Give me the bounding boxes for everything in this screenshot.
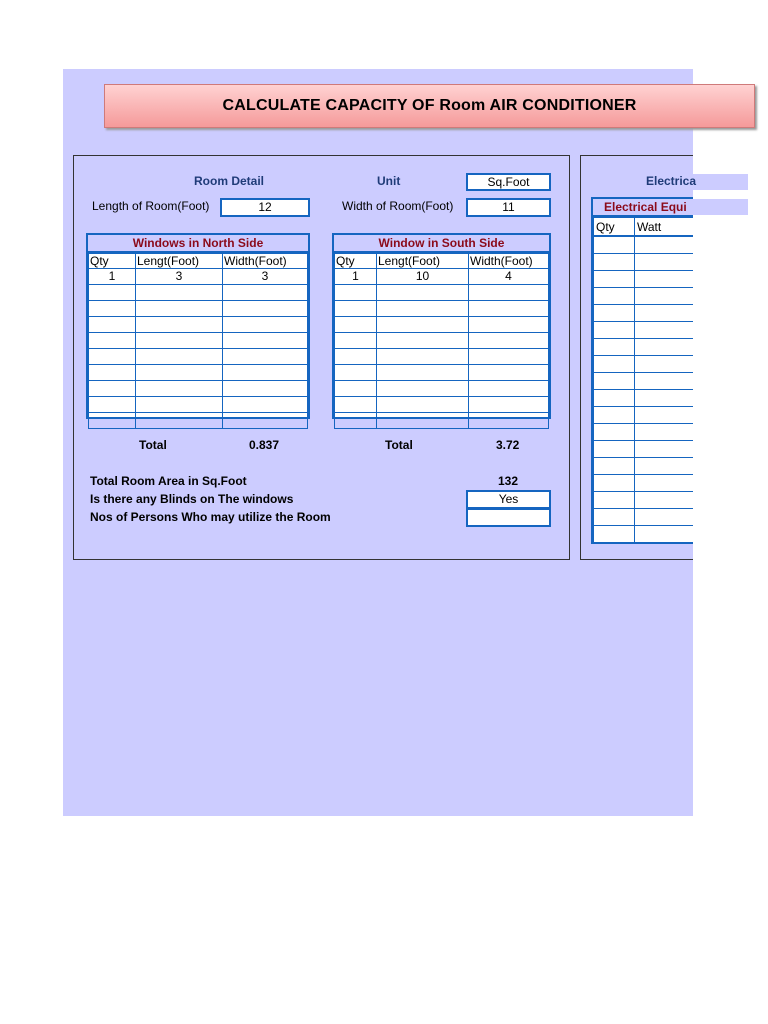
column-header: Watt bbox=[635, 218, 694, 236]
table-cell[interactable]: 3 bbox=[223, 269, 308, 285]
table-cell[interactable] bbox=[635, 475, 694, 492]
table-cell[interactable]: 10 bbox=[377, 269, 469, 285]
table-cell[interactable] bbox=[136, 397, 223, 413]
south-windows-table bbox=[332, 233, 551, 419]
table-cell[interactable] bbox=[635, 305, 694, 322]
persons-label: Nos of Persons Who may utilize the Room bbox=[90, 510, 331, 524]
table-row bbox=[335, 365, 549, 381]
electrical-grid bbox=[593, 217, 693, 236]
table-cell[interactable] bbox=[635, 526, 694, 543]
table-row bbox=[335, 317, 549, 333]
table-row bbox=[594, 322, 694, 339]
table-cell[interactable] bbox=[469, 365, 549, 381]
table-cell[interactable] bbox=[469, 413, 549, 429]
table-cell[interactable] bbox=[594, 356, 635, 373]
table-cell[interactable] bbox=[377, 333, 469, 349]
table-row bbox=[594, 390, 694, 407]
column-header: Qty bbox=[89, 254, 136, 269]
table-cell[interactable] bbox=[594, 254, 635, 271]
table-cell[interactable] bbox=[469, 317, 549, 333]
table-row bbox=[594, 458, 694, 475]
table-cell[interactable] bbox=[594, 407, 635, 424]
table-cell[interactable] bbox=[335, 413, 377, 429]
column-header: Width(Foot) bbox=[469, 254, 549, 269]
table-cell[interactable]: 3 bbox=[136, 269, 223, 285]
table-row bbox=[335, 333, 549, 349]
electrical-rows bbox=[593, 236, 693, 543]
table-cell[interactable] bbox=[469, 333, 549, 349]
length-label: Length of Room(Foot) bbox=[92, 199, 210, 213]
table-cell[interactable] bbox=[469, 349, 549, 365]
table-cell[interactable] bbox=[136, 381, 223, 397]
table-row bbox=[335, 381, 549, 397]
table-cell[interactable] bbox=[635, 407, 694, 424]
table-cell[interactable] bbox=[594, 237, 635, 254]
table-cell[interactable] bbox=[594, 322, 635, 339]
table-row bbox=[335, 285, 549, 301]
table-cell[interactable] bbox=[335, 301, 377, 317]
table-cell[interactable] bbox=[136, 301, 223, 317]
table-cell[interactable] bbox=[377, 381, 469, 397]
electrical-table-title: Electrical Equi bbox=[593, 199, 693, 217]
table-cell[interactable] bbox=[89, 285, 136, 301]
south-total-value: 3.72 bbox=[496, 438, 520, 452]
table-cell[interactable] bbox=[594, 390, 635, 407]
table-row bbox=[89, 301, 308, 317]
table-cell[interactable] bbox=[89, 381, 136, 397]
table-row bbox=[594, 288, 694, 305]
north-windows-grid bbox=[88, 253, 308, 429]
table-cell[interactable] bbox=[377, 349, 469, 365]
south-windows-title: Window in South Side bbox=[334, 235, 549, 253]
length-field[interactable]: 12 bbox=[220, 198, 310, 217]
table-row bbox=[594, 492, 694, 509]
north-windows-title: Windows in North Side bbox=[88, 235, 308, 253]
table-row bbox=[594, 441, 694, 458]
table-row bbox=[335, 413, 549, 429]
table-cell[interactable] bbox=[223, 285, 308, 301]
table-cell[interactable] bbox=[335, 365, 377, 381]
table-cell[interactable] bbox=[223, 397, 308, 413]
table-cell[interactable] bbox=[223, 301, 308, 317]
table-cell[interactable] bbox=[89, 413, 136, 429]
table-cell[interactable] bbox=[377, 413, 469, 429]
table-cell[interactable] bbox=[469, 301, 549, 317]
table-cell[interactable] bbox=[136, 413, 223, 429]
table-row bbox=[89, 397, 308, 413]
table-row bbox=[594, 356, 694, 373]
table-cell[interactable] bbox=[469, 397, 549, 413]
table-cell[interactable] bbox=[635, 356, 694, 373]
table-cell[interactable] bbox=[136, 317, 223, 333]
width-field[interactable]: 11 bbox=[466, 198, 551, 217]
table-row bbox=[594, 305, 694, 322]
table-cell[interactable]: 1 bbox=[335, 269, 377, 285]
table-cell[interactable] bbox=[223, 349, 308, 365]
table-cell[interactable] bbox=[377, 301, 469, 317]
table-cell[interactable] bbox=[594, 288, 635, 305]
table-row bbox=[594, 271, 694, 288]
table-cell[interactable] bbox=[594, 373, 635, 390]
column-header: Lengt(Foot) bbox=[136, 254, 223, 269]
table-cell[interactable] bbox=[136, 349, 223, 365]
table-cell[interactable] bbox=[594, 509, 635, 526]
table-cell[interactable] bbox=[635, 271, 694, 288]
table-cell[interactable] bbox=[594, 305, 635, 322]
table-row bbox=[335, 397, 549, 413]
room-area-value: 132 bbox=[498, 474, 519, 488]
table-cell[interactable] bbox=[223, 333, 308, 349]
table-cell[interactable] bbox=[594, 441, 635, 458]
table-row bbox=[89, 333, 308, 349]
south-total-label: Total bbox=[385, 438, 413, 452]
table-row bbox=[89, 285, 308, 301]
table-cell[interactable] bbox=[89, 349, 136, 365]
table-cell[interactable] bbox=[377, 365, 469, 381]
table-row bbox=[594, 339, 694, 356]
table-cell[interactable] bbox=[469, 381, 549, 397]
table-cell[interactable] bbox=[335, 317, 377, 333]
unit-header: Unit bbox=[377, 174, 401, 188]
table-cell[interactable] bbox=[635, 509, 694, 526]
table-cell[interactable] bbox=[635, 492, 694, 509]
table-cell[interactable] bbox=[223, 365, 308, 381]
table-cell[interactable] bbox=[136, 365, 223, 381]
column-header: Qty bbox=[594, 218, 635, 236]
table-header-row bbox=[89, 254, 308, 269]
table-row bbox=[335, 349, 549, 365]
table-row bbox=[594, 407, 694, 424]
column-header: Qty bbox=[335, 254, 377, 269]
table-cell[interactable] bbox=[136, 285, 223, 301]
table-cell[interactable] bbox=[223, 381, 308, 397]
south-windows-grid bbox=[334, 253, 549, 429]
table-row bbox=[594, 237, 694, 254]
table-row bbox=[89, 269, 308, 285]
table-cell[interactable] bbox=[335, 285, 377, 301]
table-cell[interactable] bbox=[635, 237, 694, 254]
room-area-label: Total Room Area in Sq.Foot bbox=[90, 474, 247, 488]
table-cell[interactable] bbox=[594, 475, 635, 492]
table-cell[interactable] bbox=[377, 317, 469, 333]
table-row bbox=[594, 475, 694, 492]
table-cell[interactable] bbox=[335, 349, 377, 365]
table-header-row bbox=[594, 218, 694, 236]
table-cell[interactable] bbox=[223, 413, 308, 429]
table-row bbox=[89, 381, 308, 397]
room-detail-header: Room Detail bbox=[194, 174, 265, 188]
electrical-header-bar bbox=[692, 174, 748, 190]
table-row bbox=[89, 349, 308, 365]
table-row bbox=[89, 413, 308, 429]
table-cell[interactable]: 1 bbox=[89, 269, 136, 285]
blinds-field[interactable]: Yes bbox=[466, 490, 551, 509]
table-cell[interactable] bbox=[335, 333, 377, 349]
table-cell[interactable] bbox=[223, 317, 308, 333]
electrical-title-bar bbox=[692, 199, 748, 215]
table-cell[interactable] bbox=[635, 424, 694, 441]
title-banner bbox=[104, 84, 755, 128]
electrical-equipment-table bbox=[591, 197, 693, 544]
table-cell[interactable] bbox=[89, 317, 136, 333]
table-cell[interactable] bbox=[335, 397, 377, 413]
table-cell[interactable] bbox=[635, 373, 694, 390]
table-cell[interactable] bbox=[136, 333, 223, 349]
table-cell[interactable] bbox=[594, 526, 635, 543]
persons-field[interactable] bbox=[466, 508, 551, 527]
table-cell[interactable] bbox=[89, 365, 136, 381]
table-cell[interactable] bbox=[635, 322, 694, 339]
table-cell[interactable] bbox=[335, 381, 377, 397]
table-cell[interactable] bbox=[377, 285, 469, 301]
column-header: Lengt(Foot) bbox=[377, 254, 469, 269]
page-title: CALCULATE CAPACITY OF Room AIR CONDITIONER bbox=[222, 97, 637, 114]
table-cell[interactable] bbox=[635, 339, 694, 356]
table-row bbox=[594, 509, 694, 526]
blinds-label: Is there any Blinds on The windows bbox=[90, 492, 294, 506]
table-cell[interactable] bbox=[635, 458, 694, 475]
unit-field[interactable]: Sq.Foot bbox=[466, 173, 551, 191]
table-row bbox=[594, 373, 694, 390]
table-row bbox=[335, 301, 549, 317]
table-cell[interactable] bbox=[594, 424, 635, 441]
table-cell[interactable] bbox=[594, 339, 635, 356]
table-row bbox=[335, 269, 549, 285]
table-row bbox=[594, 424, 694, 441]
table-cell[interactable] bbox=[89, 333, 136, 349]
table-cell[interactable] bbox=[594, 492, 635, 509]
column-header: Width(Foot) bbox=[223, 254, 308, 269]
north-total-value: 0.837 bbox=[249, 438, 280, 452]
table-cell[interactable] bbox=[635, 441, 694, 458]
electrical-header: Electrica bbox=[646, 174, 697, 188]
table-cell[interactable] bbox=[635, 288, 694, 305]
table-cell[interactable]: 4 bbox=[469, 269, 549, 285]
north-windows-table bbox=[86, 233, 310, 419]
table-row bbox=[89, 365, 308, 381]
table-row bbox=[594, 526, 694, 543]
table-cell[interactable] bbox=[635, 254, 694, 271]
north-total-label: Total bbox=[139, 438, 167, 452]
table-cell[interactable] bbox=[89, 301, 136, 317]
table-cell[interactable] bbox=[469, 285, 549, 301]
table-row bbox=[89, 317, 308, 333]
table-header-row bbox=[335, 254, 549, 269]
table-cell[interactable] bbox=[89, 397, 136, 413]
table-cell[interactable] bbox=[594, 458, 635, 475]
table-cell[interactable] bbox=[635, 390, 694, 407]
width-label: Width of Room(Foot) bbox=[342, 199, 454, 213]
table-cell[interactable] bbox=[377, 397, 469, 413]
table-row bbox=[594, 254, 694, 271]
table-cell[interactable] bbox=[594, 271, 635, 288]
